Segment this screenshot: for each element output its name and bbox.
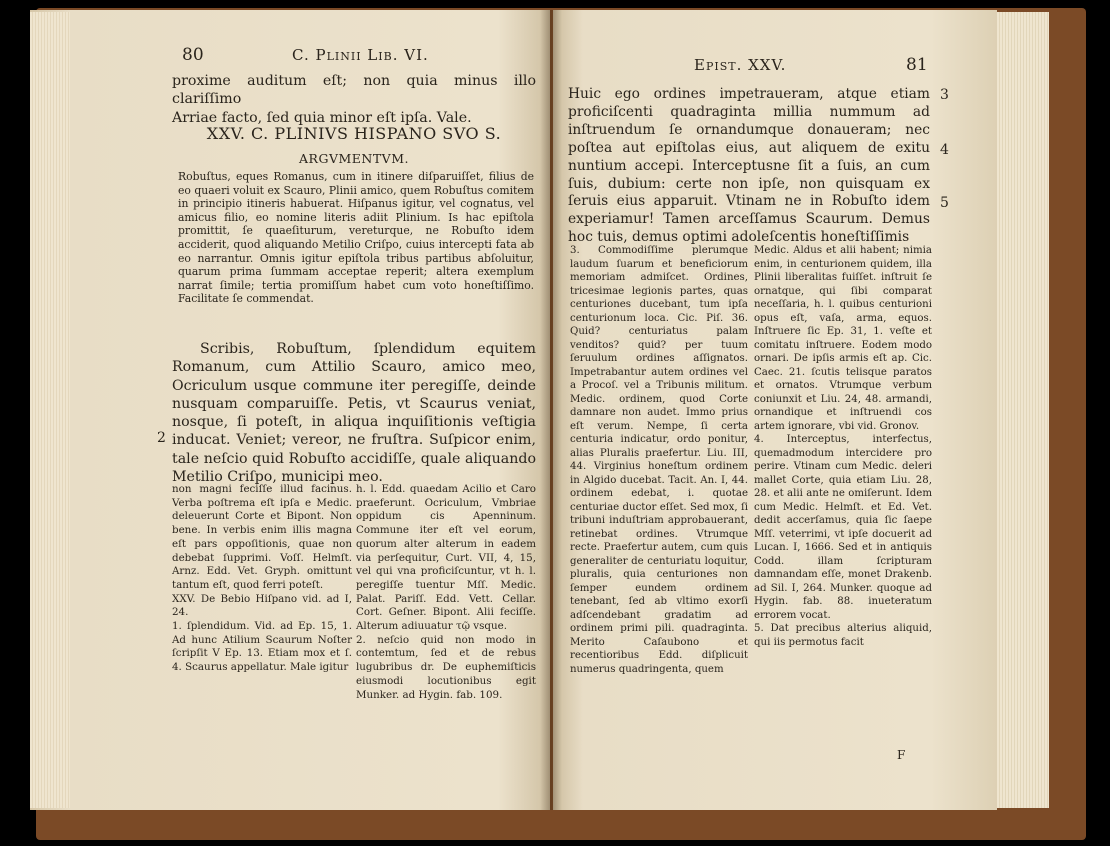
margin-number-3: 3	[940, 87, 949, 103]
letter-title: XXV. C. PLINIVS HISPANO SVO S.	[206, 124, 502, 143]
top-line-1: proxime auditum eſt; non quia minus illo clariſſimo	[172, 73, 536, 108]
top-line-2: Arriae facto, ſed quia minor eſt ipſa. Vale.	[172, 109, 472, 126]
notes-right-column: h. l. Edd. quaedam Acilio et Caro praeferunt. Ocriculum, Vmbriae oppidum cis Apenninum. Commune iter eſt vel eorum, quorum alter alterum in eadem via perſequitur, Curt. VII, 4, 15, vel qui vna proficiſcuntur, vt h. l. peregiſſe tuentur Mſſ. Medic. Palat. Pariſſ. Edd. Vett. Cellar. Cort. Geſner. Bipont. Alii feciſſe. Alterum adiuuatur τῷ vsque. 2. neſcio quid non modo in contemtum, ſed et de rebus lugubribus dr. De euphemiſticis eiusmodi locutionibus egit Munker. ad Hygin. fab. 109.	[356, 483, 536, 701]
right-page-edges	[997, 12, 1049, 808]
letter-main-text-right: Huic ego ordines impetraueram, atque etiam proficiſcenti quadraginta millia nummum ad inſtruendum ſe ornandumque donaueram; nec poſtea aut epiſtolas eius, aut aliquem de exitu nuntium accepi. Interceptusne ſit a ſuis, an cum ſuis, dubium: certe non ipſe, non quisquam ex ſeruis eius apparuit. Vtinam ne in Robuſto idem experiamur! Tamen arceſſamus Scaurum. Demus hoc tuis, demus optimi adoleſcentis honeſtiſſimis	[568, 86, 930, 246]
margin-number-2: 2	[157, 430, 166, 446]
notes-right-column-right-page: Medic. Aldus et alii habent; nimia enim, in centurionem quidem, illa Plinii liberalitas fuiſſet. inſtruit ſe ornatque, qui ſibi comparat neceſſaria, h. l. quibus centurioni opus eſt, vaſa, arma, equos. Inſtruere ſic Ep. 31, 1. veſte et comitatu inſtruere. Eodem modo ornari. De ipſis armis eſt ap. Cic. Caec. 21. ſcutis telisque paratos et ornatos. Vtrumque verbum coniunxit et Liu. 24, 48. armandi, ornandique et inſtruendi cos artem ignorare, vbi vid. Gronov. 4. Interceptus, interfectus, quemadmodum intercidere pro perire. Vtinam cum Medic. deleri mallet Corte, quia etiam Liu. 28, 28. et alii ante ne omiſerunt. Idem cum Medic. Helmſt. et Ed. Vet. dedit accerſamus, quia ſic ſaepe Mſſ. veterrimi, vt ipſe docuerit ad Lucan. I, 1666. Sed et in antiquis Codd. illam ſcripturam damnandam eſſe, monet Drakenb. ad Sil. I, 264. Munker. quoque ad Hygin. fab. 88. inueteratum errorem vocat. 5. Dat precibus alterius aliquid, qui iis permotus facit	[754, 245, 932, 648]
argument-heading: ARGVMENTVM.	[299, 151, 409, 166]
left-page-edges	[30, 12, 70, 808]
book-gutter	[540, 10, 562, 810]
signature-mark: F	[897, 748, 906, 762]
running-head-right: Epist. XXV.	[694, 56, 787, 74]
margin-number-5: 5	[940, 195, 949, 211]
argument-text: Robuſtus, eques Romanus, cum in itinere diſparuiſſet, filius de eo quaeri voluit ex Scauro, Plinii amico, quem Robuſtus comitem in principio itineris habuerat. Hiſpanus igitur, vel cognatus, vel amicus filio, eo nomine literis adiit Plinium. Is hac epiſtola promittit, ſe quaeſiturum, vereturque, ne Robuſto idem acciderit, quod aliquando Metilio Criſpo, cuius intercepti fata ab eo narrantur. Omnis igitur epiſtola tribus partibus abſoluitur, quarum prima ſummam acceptae reperit; altera exemplum narrat ſimile; tertia promiſſum habet cum voto honeſtiſſimo. Facilitate ſe commendat.	[178, 170, 534, 306]
margin-number-4: 4	[940, 142, 949, 158]
notes-left-column-right-page: 3. Commodiſſime plerumque laudum ſuarum et beneficiorum memoriam admiſcet. Ordines, tricesimae legionis partes, quas centuriones ducebant, tum ipſa centurionum loca. Cic. Piſ. 36. Quid? centuriatus palam venditos? quid? per tuum ſeruulum ordines aſſignatos. Impetrabantur autem ordines vel a Procoſ. vel a Tribunis militum. Medic. ordinem, quod Corte damnare non audet. Immo prius eſt verum. Nempe, ſi certa centuria indicatur, ordo ponitur, alias Pluralis praefertur. Liu. III, 44. Virginius honeſtum ordinem in Algido ducebat. Tacit. An. I, 44. ordinem edebat, i. quotae centuriae ductor eſſet. Sed mox, ſi tribuni induſtriam approbauerant, retinebat ordines. Vtrumque recte. Praefertur autem, cum quis generaliter de centuriatu loquitur, pluralis, quia centuriones non ſemper eundem ordinem tenebant, ſed ab vltimo exorſi adſcendebant gradatim ad ordinem primi pili. quadraginta. Merito Caſaubono et recentioribus Edd. diſplicuit numerus quadringenta, quem	[570, 245, 748, 675]
notes-left-column: non magni feciſſe illud facinus. Verba poſtrema eſt ipſa e Medic. deleuerunt Corte et Bipont. Non bene. In verbis enim illis magna eſt pars oppoſitionis, quae non debebat ſupprimi. Voſſ. Helmſt. Arnz. Edd. Vet. Gryph. omittunt tantum eſt, quod ferri poteſt. XXV. De Bebio Hiſpano vid. ad I, 24. 1. ſplendidum. Vid. ad Ep. 15, 1. Ad hunc Atilium Scaurum Noſter ſcripſit V Ep. 13. Etiam mox et ſ. 4. Scaurus appellatur. Male igitur	[172, 483, 352, 674]
letter-main-text-left: Scribis, Robuſtum, ſplendidum equitem Romanum, cum Attilio Scauro, amico meo, Ocriculum usque commune iter peregiſſe, deinde nusquam comparuiſſe. Petis, vt Scaurus veniat, nosque, ſi poteſt, in aliqua inquiſitionis veſtigia inducat. Veniet; vereor, ne fruſtra. Suſpicor enim, tale neſcio quid Robuſto accidiſſe, quale aliquando Metilio Criſpo, municipi meo.	[172, 341, 536, 486]
page-number-left: 80	[182, 45, 204, 65]
page-number-right: 81	[906, 55, 928, 75]
running-head-left: C. Plinii Lib. VI.	[292, 46, 429, 64]
